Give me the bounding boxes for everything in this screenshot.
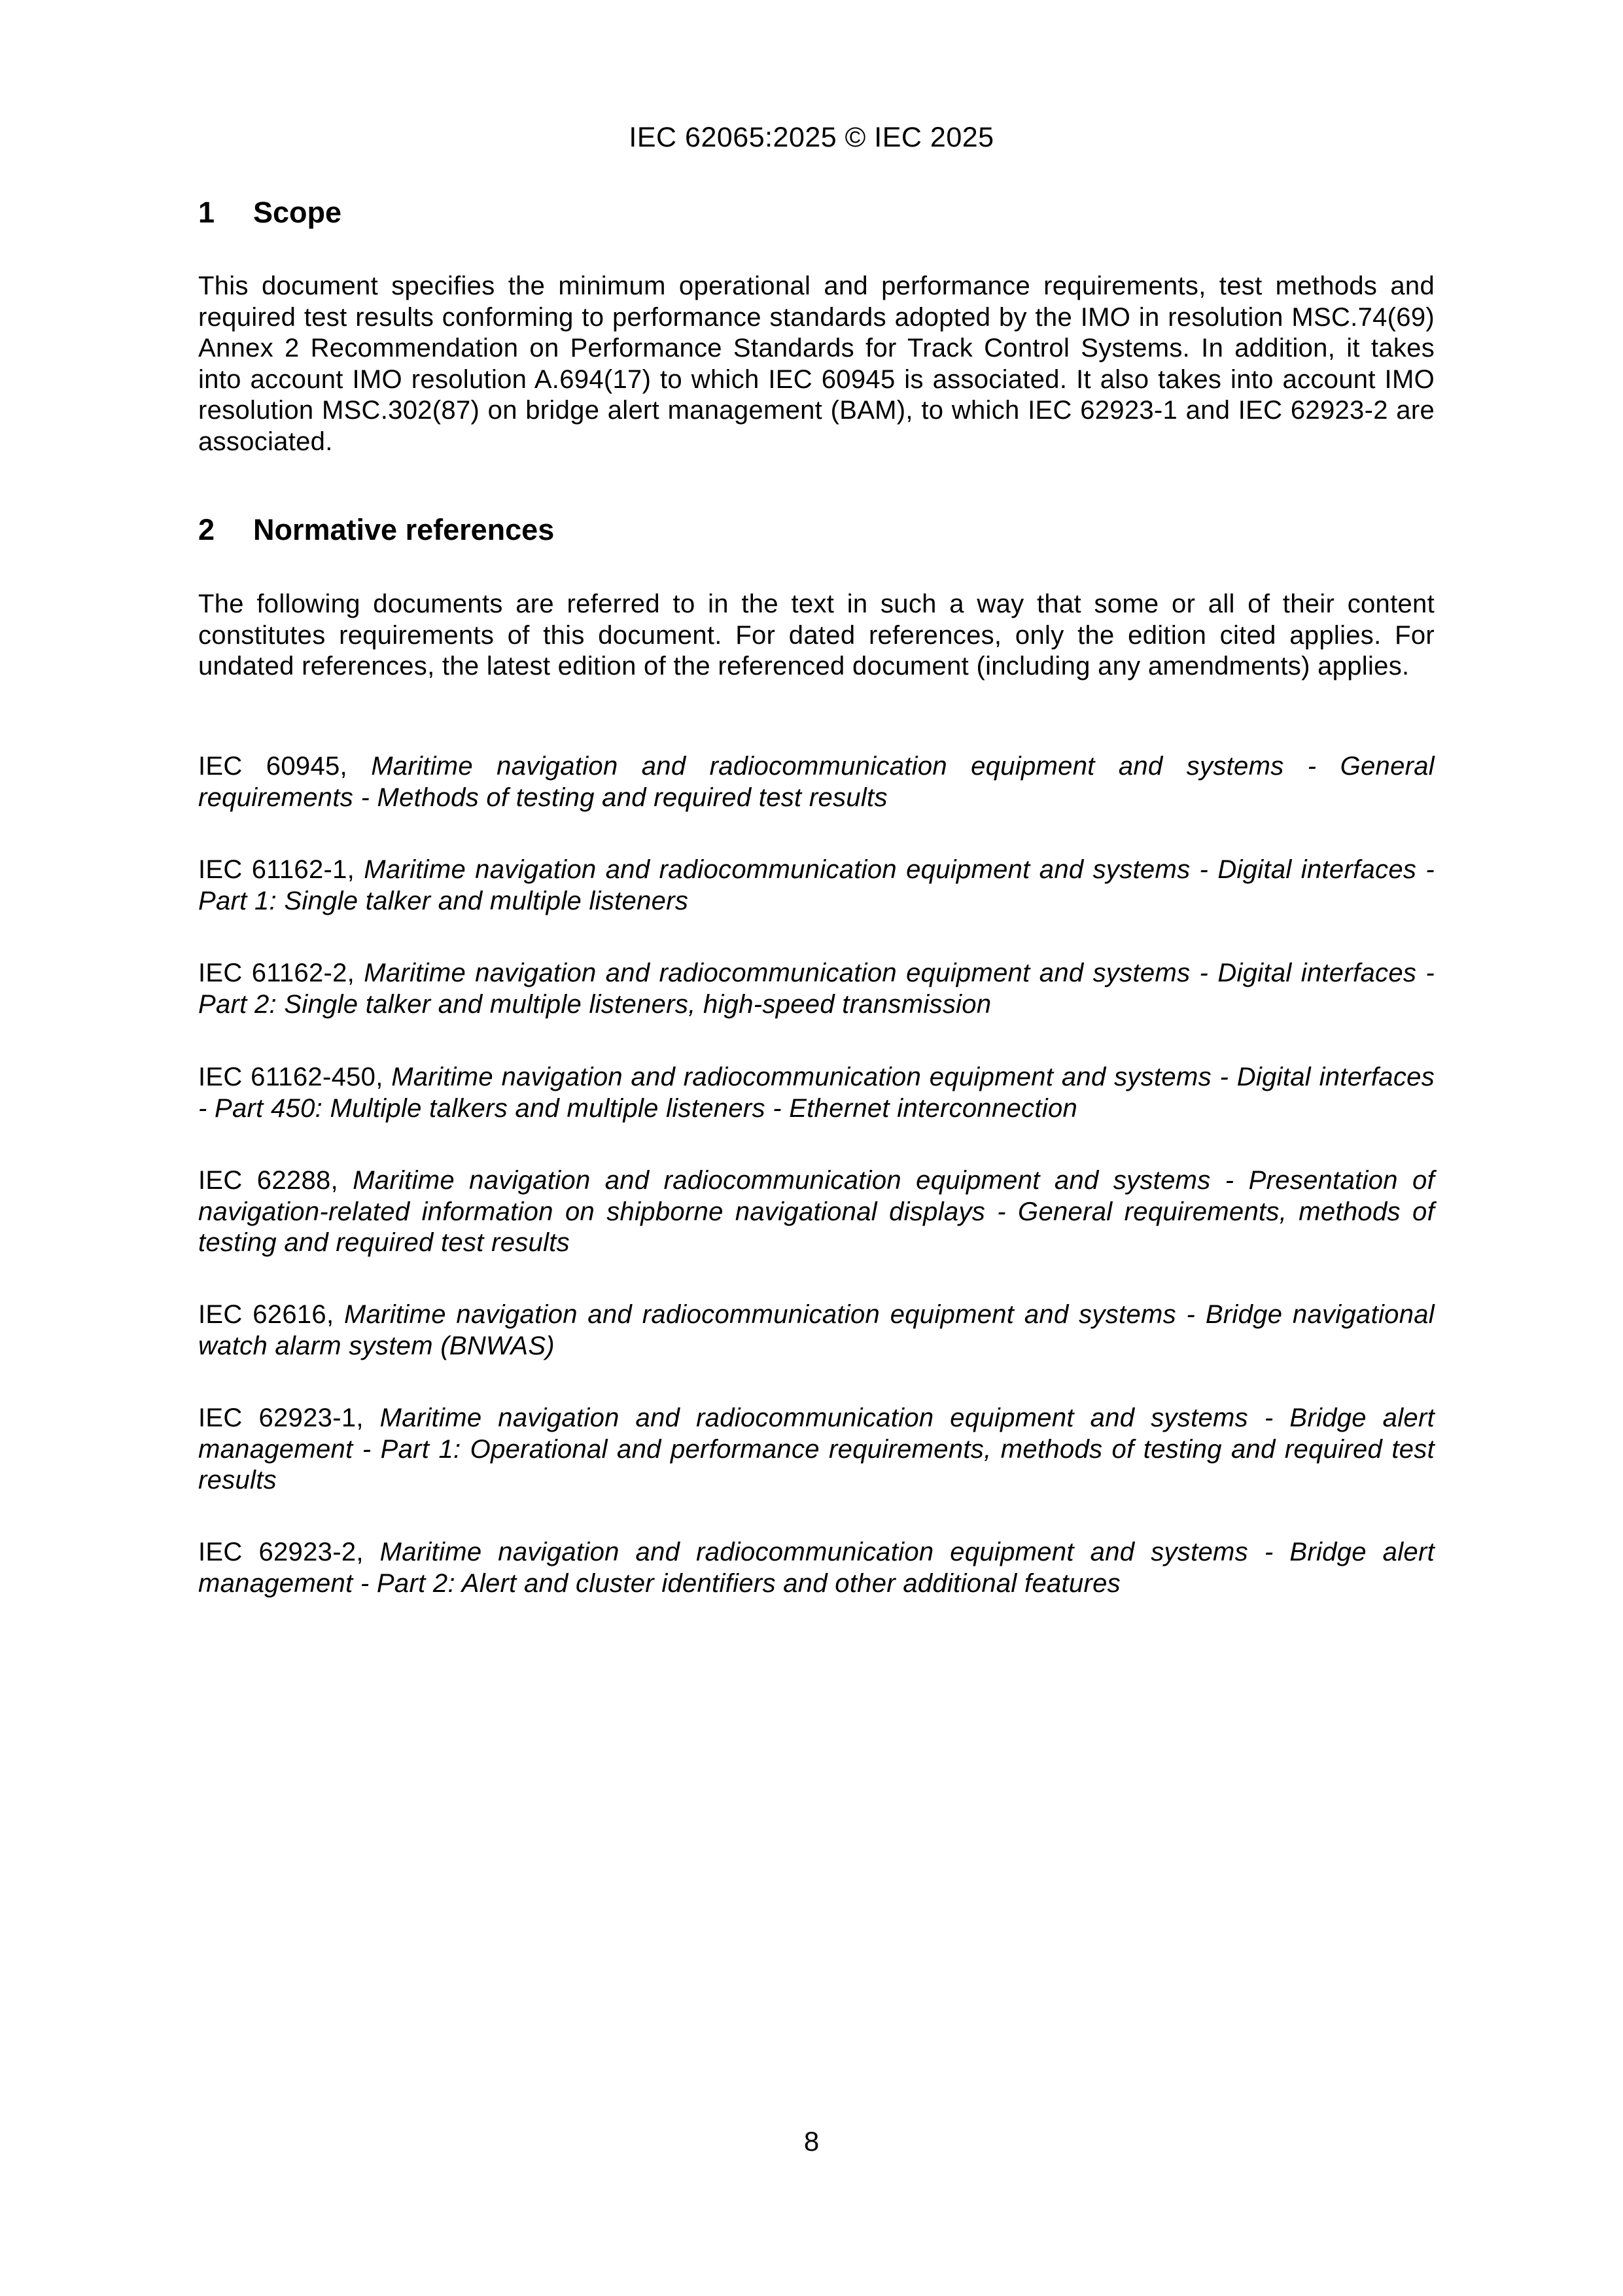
scope-clause-title: Scope: [253, 196, 342, 229]
scope-heading: [198, 196, 341, 229]
reference-title: Maritime navigation and radiocommunication equipment and systems - Bridge navigational watch alarm system (BNWAS): [198, 1300, 1435, 1360]
reference-item: [198, 1537, 1435, 1599]
reference-title: Maritime navigation and radiocommunication equipment and systems - Presentation of navigation-related information on shipborne navigational displays - General requirements, methods of testing and required test results: [198, 1166, 1435, 1257]
reference-id: IEC 60945,: [198, 752, 347, 781]
running-header: IEC 62065:2025 © IEC 2025: [629, 122, 994, 153]
reference-id: IEC 62923-1,: [198, 1404, 364, 1432]
reference-entry: [198, 958, 1435, 1020]
normative-references-heading: [198, 514, 554, 546]
reference-title: Maritime navigation and radiocommunication equipment and systems - Digital interfaces - Part 450: Multiple talkers and multiple listeners - Ethernet interconnection: [198, 1063, 1435, 1123]
reference-entry: [198, 751, 1435, 813]
reference-title: Maritime navigation and radiocommunication equipment and systems - Bridge alert management - Part 2: Alert and cluster identifiers and other additional features: [198, 1538, 1435, 1598]
reference-item: [198, 1299, 1435, 1362]
normative-intro-paragraph: The following documents are referred to in the text in such a way that some or all of their content constitutes requirements of this document. For dated references, only the edition cited applies. For undated references, the latest edition of the referenced document (including any amendments) applies.: [198, 590, 1435, 680]
reference-item: [198, 751, 1435, 813]
reference-id: IEC 62616,: [198, 1300, 334, 1329]
reference-title: Maritime navigation and radiocommunication equipment and systems - Digital interfaces - Part 2: Single talker and multiple listeners, high-speed transmission: [198, 959, 1435, 1019]
page-number: 8: [803, 2126, 820, 2157]
reference-id: IEC 62923-2,: [198, 1538, 364, 1566]
reference-title: Maritime navigation and radiocommunication equipment and systems - Digital interfaces - Part 1: Single talker and multiple listeners: [198, 855, 1435, 915]
reference-item: [198, 855, 1435, 917]
reference-entry: [198, 1537, 1435, 1599]
reference-item: [198, 1062, 1435, 1124]
reference-entry: [198, 855, 1435, 917]
reference-entry: [198, 1299, 1435, 1362]
reference-entry: [198, 1062, 1435, 1124]
reference-title: Maritime navigation and radiocommunication equipment and systems - Bridge alert management - Part 1: Operational and performance requirements, methods of testing and required test results: [198, 1404, 1435, 1494]
reference-item: [198, 1165, 1435, 1259]
reference-id: IEC 61162-450,: [198, 1063, 383, 1091]
scope-clause-number: 1: [198, 196, 215, 229]
reference-entry: [198, 1165, 1435, 1259]
scope-paragraph: This document specifies the minimum operational and performance requirements, test methods and required test results conforming to performance standards adopted by the IMO in resolution MSC.74(69) Annex 2 Recommendation on Performance Standards for Track Control Systems. In addition, it takes into account IMO resolution A.694(17) to which IEC 60945 is associated. It also takes into account IMO resolution MSC.302(87) on bridge alert management (BAM), to which IEC 62923-1 and IEC 62923-2 are associated.: [198, 272, 1435, 456]
normative-clause-title: Normative references: [253, 513, 555, 546]
reference-item: [198, 958, 1435, 1020]
reference-id: IEC 61162-2,: [198, 959, 355, 987]
reference-id: IEC 61162-1,: [198, 855, 355, 884]
reference-item: [198, 1403, 1435, 1496]
reference-title: Maritime navigation and radiocommunication equipment and systems - General requirements - Methods of testing and required test results: [198, 752, 1435, 812]
reference-id: IEC 62288,: [198, 1166, 338, 1195]
normative-clause-number: 2: [198, 513, 215, 546]
reference-entry: [198, 1403, 1435, 1496]
